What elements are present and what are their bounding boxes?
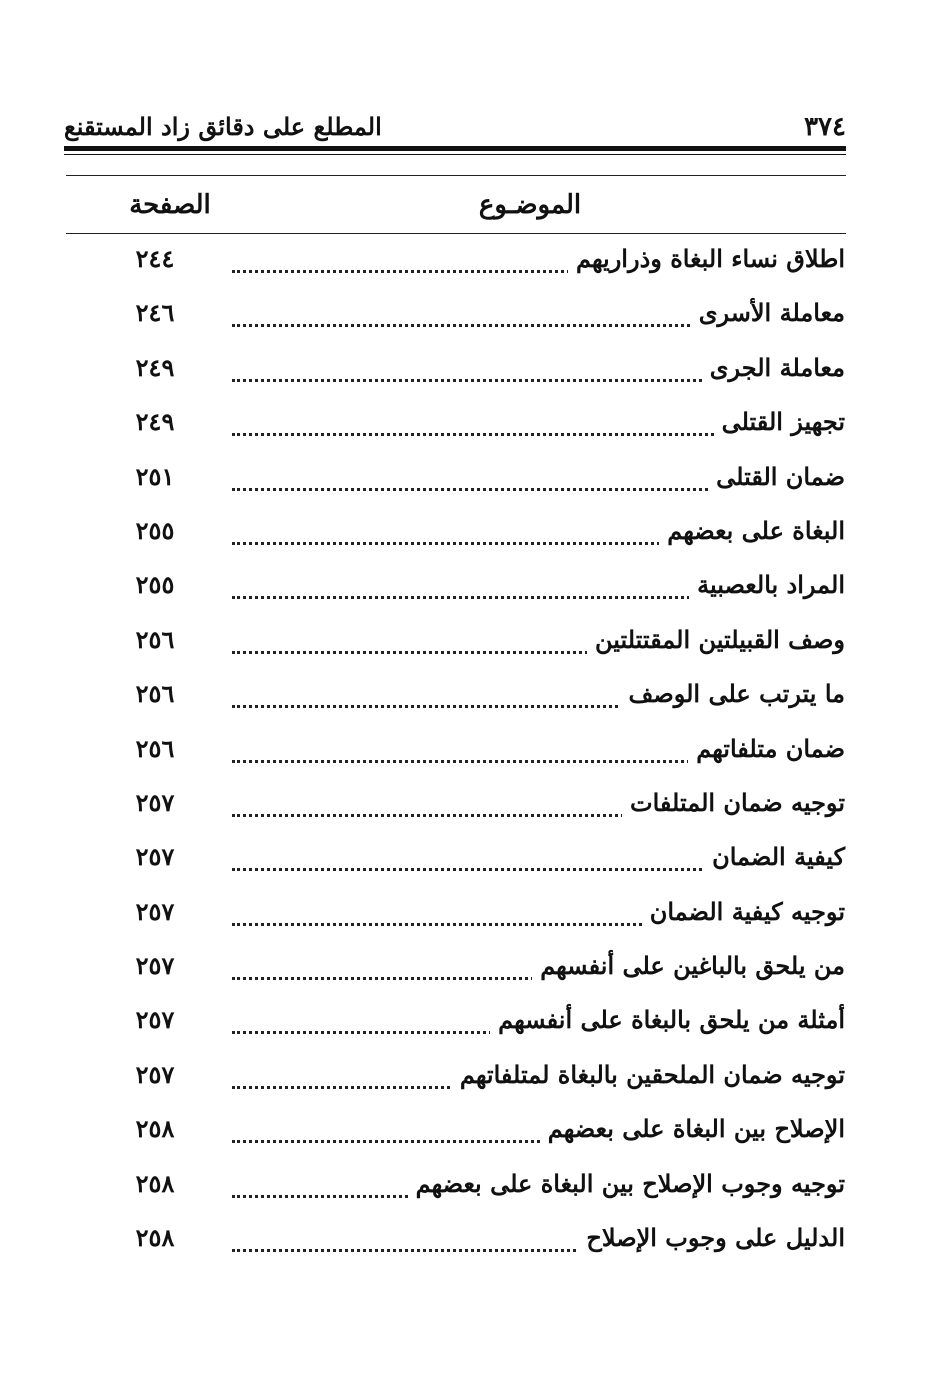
toc-entry [100, 621, 845, 675]
toc-entry [100, 403, 845, 457]
toc-entry-title: من يلحق بالباغين على أنفسهم [532, 951, 845, 980]
header-rule-thick [64, 146, 846, 151]
toc-entry [100, 512, 845, 566]
toc-entry [100, 730, 845, 784]
toc-entry-title: ما يترتب على الوصف [620, 679, 845, 708]
table-header-rule [66, 233, 846, 234]
toc-entry [100, 294, 845, 348]
toc-entry-page: ٢٥٨ [135, 1223, 175, 1253]
toc-entry [100, 349, 845, 403]
toc-entry-title: ضمان متلفاتهم [688, 734, 845, 763]
toc-entry-title: كيفية الضمان [704, 842, 845, 871]
toc-entry-page: ٢٤٦ [135, 298, 175, 328]
toc-entry [100, 566, 845, 620]
toc-entry-title: تجهيز القتلى [714, 407, 845, 436]
toc-entry-page: ٢٤٩ [135, 407, 175, 437]
toc-entry [100, 947, 845, 1001]
header-rule-thin [64, 154, 846, 155]
toc-entry-title: وصف القبيلتين المقتتلتين [587, 625, 845, 654]
toc-entry-page: ٢٤٤ [135, 244, 175, 273]
toc-entry-page: ٢٥٥ [135, 570, 175, 600]
toc-entry-title: معاملة الأسرى [691, 298, 845, 327]
toc-entry [100, 1001, 845, 1055]
toc-entry-page: ٢٥١ [135, 461, 175, 491]
toc-entry-page: ٢٥٨ [135, 1168, 175, 1198]
toc-entry [100, 784, 845, 838]
toc-entry-page: ٢٥٧ [135, 1059, 175, 1089]
toc-entry [100, 838, 845, 892]
toc-entry-page: ٢٥٧ [135, 951, 175, 981]
page-column-heading: الصفحة [129, 190, 211, 220]
toc-entry-title: توجيه ضمان الملحقين بالبغاة لمتلفاتهم [452, 1060, 845, 1089]
toc-entry-title: المراد بالعصبية [689, 570, 845, 599]
toc-entry-page: ٢٥٧ [135, 842, 175, 872]
toc-entry-page: ٢٥٧ [135, 787, 175, 817]
toc-entry-title: أمثلة من يلحق بالبغاة على أنفسهم [490, 1005, 845, 1034]
toc-entry-page: ٢٥٦ [135, 624, 175, 654]
toc-entry-title: اطلاق نساء البغاة وذراريهم [568, 244, 845, 273]
toc-entry-page: ٢٤٩ [135, 352, 175, 382]
toc-entry [100, 1219, 845, 1273]
page-number: ٣٧٤ [804, 112, 846, 142]
running-header [64, 108, 846, 148]
book-title: المطلع على دقائق زاد المستقنع [64, 112, 382, 141]
toc-entry-title: ضمان القتلى [708, 462, 845, 491]
toc-entry-title: الإصلاح بين البغاة على بعضهم [540, 1114, 845, 1143]
toc-entry-title: الدليل على وجوب الإصلاح [578, 1223, 845, 1252]
toc-entry [100, 1110, 845, 1164]
toc-entry-page: ٢٥٧ [135, 1005, 175, 1035]
toc-entry-title: معاملة الجرى [702, 353, 845, 382]
toc-entry-title: توجيه ضمان المتلفات [622, 788, 845, 817]
toc-entry [100, 893, 845, 947]
toc-entry-page: ٢٥٦ [135, 679, 175, 709]
toc-entry-page: ٢٥٦ [135, 733, 175, 763]
toc-entry-title: توجيه وجوب الإصلاح بين البغاة على بعضهم [408, 1169, 845, 1198]
toc-entry-title: توجيه كيفية الضمان [642, 897, 845, 926]
toc-entry-title: البغاة على بعضهم [659, 516, 845, 545]
toc-entry-page: ٢٥٨ [135, 1114, 175, 1144]
toc-entry [100, 1056, 845, 1110]
topic-column-heading: الموضـوع [478, 190, 582, 220]
table-top-rule [66, 175, 846, 176]
toc-entry [100, 675, 845, 729]
toc-entry [100, 458, 845, 512]
toc-list [100, 240, 845, 1273]
toc-entry-page: ٢٥٧ [135, 896, 175, 926]
toc-entry-page: ٢٥٥ [135, 515, 175, 545]
toc-entry [100, 240, 845, 294]
toc-entry [100, 1165, 845, 1219]
